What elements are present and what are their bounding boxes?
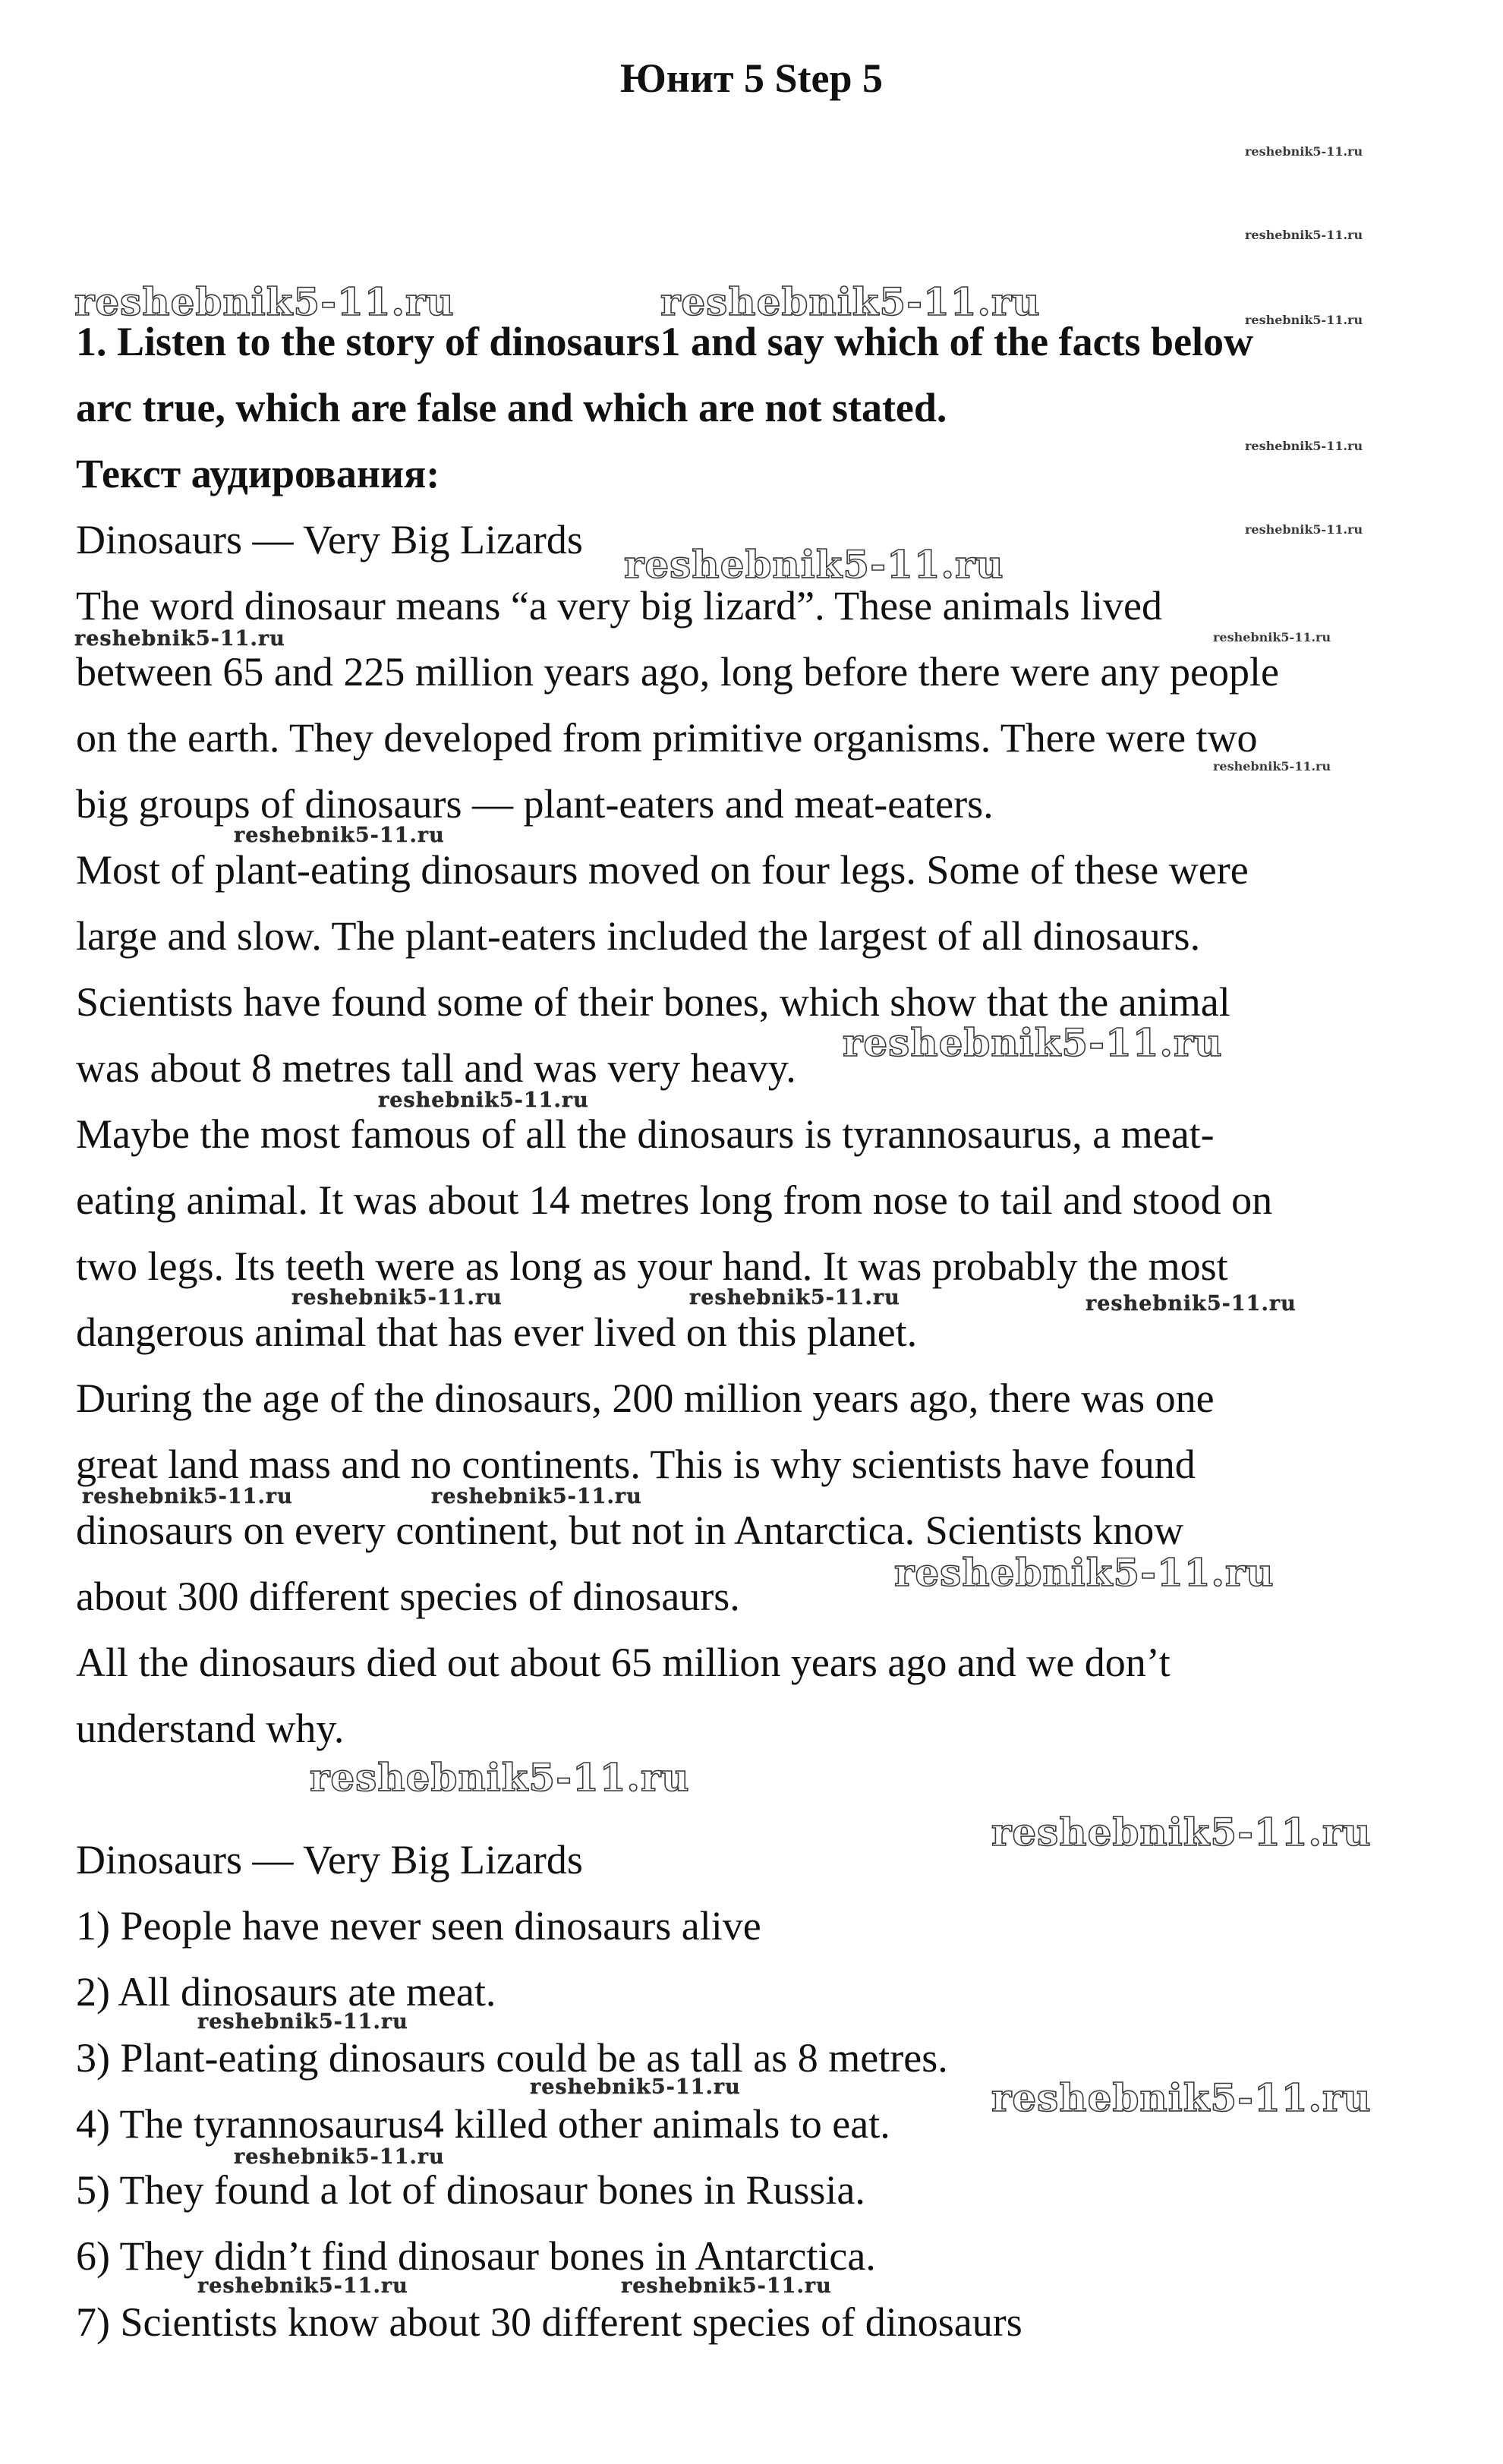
transcript-heading: Текст аудирования: bbox=[76, 451, 440, 496]
story-line: on the earth. They developed from primitive organisms. There were two bbox=[76, 715, 1258, 761]
watermark: reshebnik5-11.ru bbox=[991, 2075, 1372, 2120]
watermark: reshebnik5-11.ru bbox=[234, 824, 445, 847]
story-title: Dinosaurs — Very Big Lizards bbox=[76, 517, 583, 562]
watermark: reshebnik5-11.ru bbox=[1245, 439, 1363, 453]
watermark: reshebnik5-11.ru bbox=[843, 1020, 1223, 1065]
page-title: Юнит 5 Step 5 bbox=[619, 55, 884, 101]
story-line: big groups of dinosaurs — plant-eaters and meat-eaters. bbox=[76, 781, 994, 827]
watermark: reshebnik5-11.ru bbox=[1213, 759, 1331, 774]
watermark: reshebnik5-11.ru bbox=[310, 1755, 690, 1800]
story-line: dinosaurs on every continent, but not in Antarctica. Scientists know bbox=[76, 1508, 1184, 1553]
story-line: Maybe the most famous of all the dinosaurs is tyrannosaurus, a meat- bbox=[76, 1111, 1215, 1157]
watermark: reshebnik5-11.ru bbox=[234, 2145, 445, 2169]
story-line: between 65 and 225 million years ago, long before there were any people bbox=[76, 649, 1279, 695]
story-line: about 300 different species of dinosaurs. bbox=[76, 1574, 740, 1619]
watermark: reshebnik5-11.ru bbox=[530, 2075, 741, 2099]
watermark: reshebnik5-11.ru bbox=[1213, 630, 1331, 644]
watermark: reshebnik5-11.ru bbox=[431, 1485, 642, 1508]
story-line: During the age of the dinosaurs, 200 million years ago, there was one bbox=[76, 1375, 1215, 1421]
story-line: two legs. Its teeth were as long as your hand. It was probably the most bbox=[76, 1243, 1228, 1289]
task-line-1: 1. Listen to the story of dinosaurs1 and say which of the facts below bbox=[76, 319, 1254, 364]
story-line: eating animal. It was about 14 metres long from nose to tail and stood on bbox=[76, 1177, 1273, 1223]
story-line: Scientists have found some of their bones, which show that the animal bbox=[76, 979, 1230, 1025]
watermark: reshebnik5-11.ru bbox=[291, 1286, 503, 1309]
watermark: reshebnik5-11.ru bbox=[74, 627, 285, 651]
statement-item: 7) Scientists know about 30 different species of dinosaurs bbox=[76, 2299, 1022, 2345]
statement-item: 1) People have never seen dinosaurs alive bbox=[76, 1903, 761, 1949]
statement-item: 5) They found a lot of dinosaur bones in Russia. bbox=[76, 2167, 865, 2213]
watermark: reshebnik5-11.ru bbox=[1086, 1292, 1297, 1315]
statement-item: 4) The tyrannosaurus4 killed other animals to eat. bbox=[76, 2101, 890, 2147]
story-line: great land mass and no continents. This is why scientists have found bbox=[76, 1442, 1196, 1487]
watermark: reshebnik5-11.ru bbox=[74, 279, 455, 324]
task-line-2: arc true, which are false and which are not stated. bbox=[76, 385, 947, 430]
watermark: reshebnik5-11.ru bbox=[689, 1286, 900, 1309]
watermark: reshebnik5-11.ru bbox=[1245, 228, 1363, 242]
watermark: reshebnik5-11.ru bbox=[378, 1089, 589, 1112]
watermark: reshebnik5-11.ru bbox=[197, 2010, 408, 2034]
watermark: reshebnik5-11.ru bbox=[1245, 313, 1363, 327]
statement-item: 6) They didn’t find dinosaur bones in Antarctica. bbox=[76, 2233, 876, 2279]
watermark: reshebnik5-11.ru bbox=[660, 279, 1041, 324]
story-line: The word dinosaur means “a very big lizard”. These animals lived bbox=[76, 583, 1163, 629]
watermark: reshebnik5-11.ru bbox=[197, 2274, 408, 2298]
watermark: reshebnik5-11.ru bbox=[621, 2274, 832, 2298]
story-line: dangerous animal that has ever lived on this planet. bbox=[76, 1309, 918, 1355]
story-line: large and slow. The plant-eaters included the largest of all dinosaurs. bbox=[76, 913, 1201, 959]
story-line: All the dinosaurs died out about 65 million years ago and we don’t bbox=[76, 1640, 1171, 1685]
statement-item: 3) Plant-eating dinosaurs could be as tall as 8 metres. bbox=[76, 2035, 948, 2081]
story-line: Most of plant-eating dinosaurs moved on four legs. Some of these were bbox=[76, 847, 1249, 893]
watermark: reshebnik5-11.ru bbox=[1245, 144, 1363, 159]
watermark: reshebnik5-11.ru bbox=[82, 1485, 293, 1508]
watermark: reshebnik5-11.ru bbox=[894, 1550, 1275, 1595]
statement-item: 2) All dinosaurs ate meat. bbox=[76, 1969, 496, 2015]
watermark: reshebnik5-11.ru bbox=[991, 1810, 1372, 1854]
story-line: understand why. bbox=[76, 1706, 345, 1751]
watermark: reshebnik5-11.ru bbox=[1245, 522, 1363, 537]
statements-title: Dinosaurs — Very Big Lizards bbox=[76, 1837, 583, 1883]
watermark: reshebnik5-11.ru bbox=[624, 542, 1004, 587]
story-line: was about 8 metres tall and was very heavy. bbox=[76, 1045, 796, 1091]
